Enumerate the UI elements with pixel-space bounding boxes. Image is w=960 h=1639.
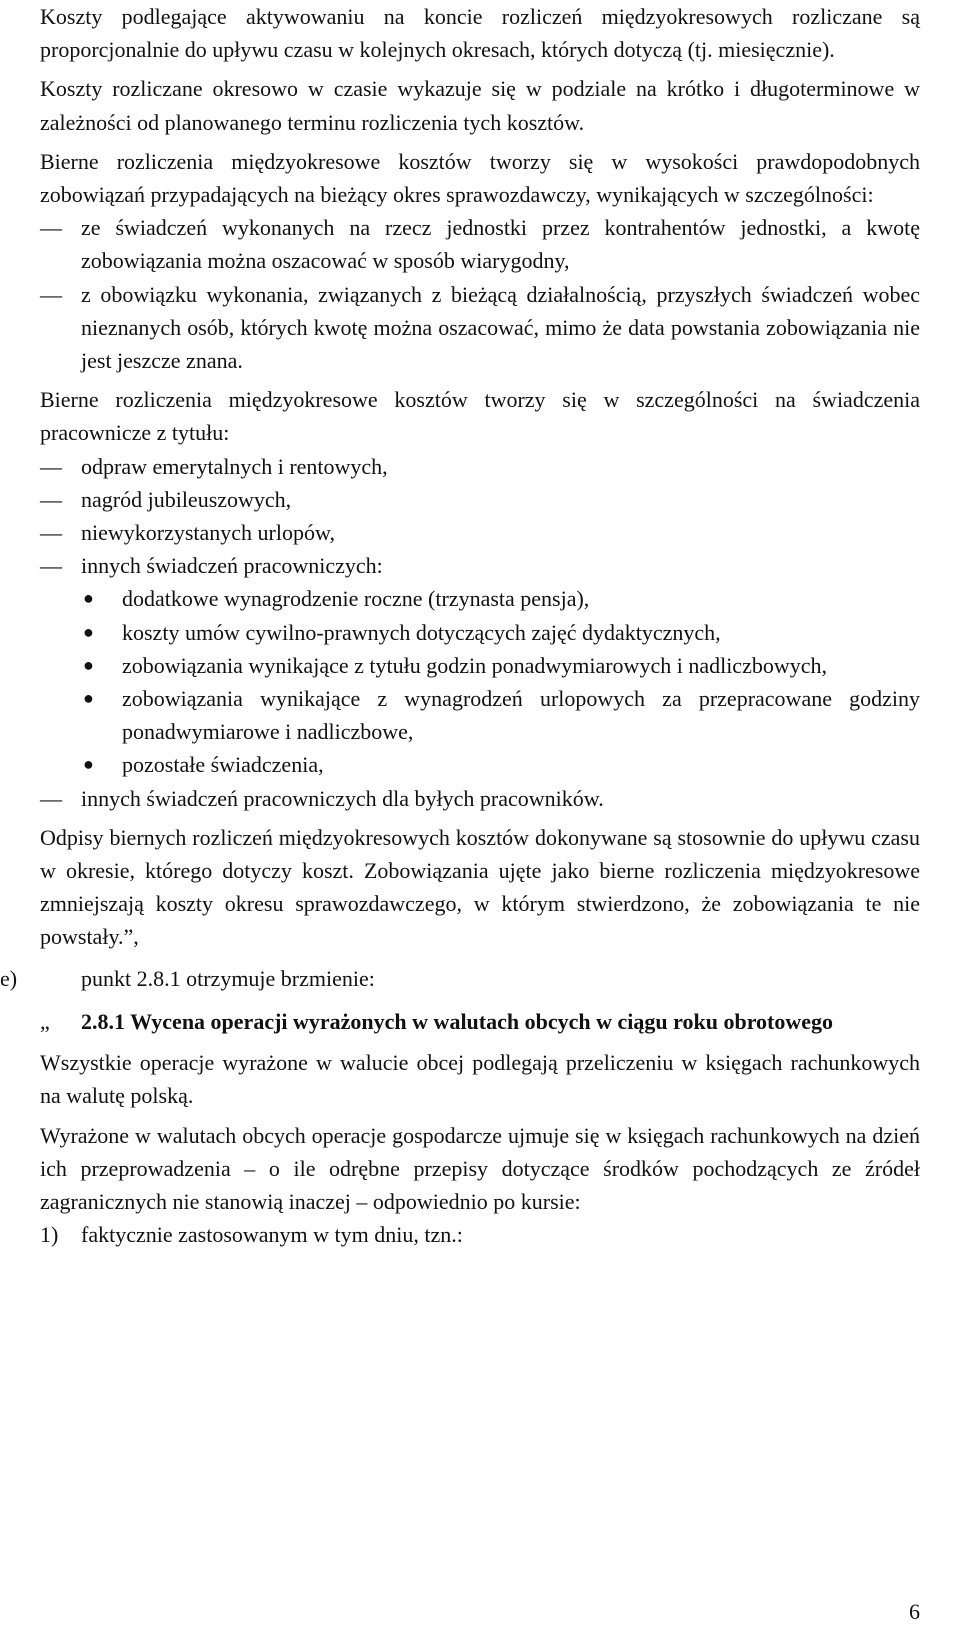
- item-e-marker: e): [0, 965, 18, 991]
- paragraph-3: Bierne rozliczenia międzyokresowe kosztów tworzy się w wysokości prawdopodobnych zobowiązań przypadających na bieżący okres sprawozdawczy, wynikających w szczególności:: [40, 148, 920, 208]
- employee-benefits-list: [40, 450, 920, 815]
- numbered-item-text: faktycznie zastosowanym w tym dniu, tzn.:: [81, 1222, 463, 1248]
- sublist-item-text: zobowiązania wynikające z wynagrodzeń urlopowych za przepracowane godziny ponadwymiarowe i nadliczbowe,: [122, 686, 920, 745]
- list-item-text: nagród jubileuszowych,: [81, 486, 292, 512]
- sublist-item: [81, 682, 920, 748]
- list-item-text: innych świadczeń pracowniczych dla byłych pracowników.: [81, 785, 604, 811]
- sublist-item-text: koszty umów cywilno-prawnych dotyczących zajęć dydaktycznych,: [122, 619, 721, 645]
- paragraph-6: Wszystkie operacje wyrażone w walucie obcej podlegają przeliczeniu w księgach rachunkowych na walutę polską.: [40, 1050, 920, 1109]
- sublist-item-text: dodatkowe wynagrodzenie roczne (trzynasta pensja),: [122, 586, 590, 612]
- dash-marker: —: [40, 520, 62, 546]
- list-item-text: z obowiązku wykonania, związanych z bieżącą działalnością, przyszłych świadczeń wobec nieznanych osób, których kwotę można oszacować, mimo że data powstania zobowiązania nie jest jeszcze znana.: [81, 281, 920, 374]
- list-item: [40, 278, 920, 378]
- dash-marker: —: [40, 785, 62, 811]
- sublist-item-text: zobowiązania wynikające z tytułu godzin ponadwymiarowych i nadliczbowych,: [122, 652, 827, 678]
- page-number: 6: [909, 1599, 920, 1624]
- open-quote-mark: „: [40, 1008, 50, 1034]
- paragraph-2: Koszty rozliczane okresowo w czasie wykazuje się w podziale na krótko i długoterminowe w zależności od planowanego terminu rozliczenia tych kosztów.: [40, 76, 920, 135]
- dash-marker: —: [40, 553, 62, 579]
- section-heading: [40, 1005, 920, 1038]
- dash-marker: —: [40, 486, 62, 512]
- amendment-item-e: [0, 962, 920, 995]
- bullet-marker: ●: [83, 654, 94, 675]
- sublist-item-text: pozostałe świadczenia,: [122, 752, 324, 778]
- number-marker: 1): [40, 1222, 59, 1248]
- sublist-item: [81, 616, 920, 649]
- bullet-marker: ●: [83, 588, 94, 609]
- numbered-item: [40, 1218, 920, 1251]
- bullet-marker: ●: [83, 621, 94, 642]
- sublist-item: [81, 582, 920, 615]
- list-item: [40, 450, 920, 483]
- item-e-text: punkt 2.8.1 otrzymuje brzmienie:: [81, 965, 375, 991]
- list-item-text: ze świadczeń wykonanych na rzecz jednostki przez kontrahentów jednostki, a kwotę zobowiązania można oszacować w sposób wiarygodny,: [81, 215, 920, 274]
- sublist-item: [81, 748, 920, 781]
- bullet-marker: ●: [83, 688, 94, 709]
- other-benefits-sublist: [81, 582, 920, 781]
- list-item: [40, 516, 920, 549]
- list-item: [40, 782, 920, 815]
- list-item-text: innych świadczeń pracowniczych:: [81, 553, 383, 579]
- list-item-text: niewykorzystanych urlopów,: [81, 520, 335, 546]
- list-item: [40, 211, 920, 277]
- dash-marker: —: [40, 215, 62, 241]
- dash-marker: —: [40, 453, 62, 479]
- dash-marker: —: [40, 281, 62, 307]
- paragraph-7: Wyrażone w walutach obcych operacje gospodarcze ujmuje się w księgach rachunkowych na dzień ich przeprowadzenia – o ile odrębne przepisy dotyczące środków pochodzących ze źródeł zagranicznych nie stanowią inaczej – odpowiednio po kursie:: [40, 1122, 920, 1214]
- list-item-text: odpraw emerytalnych i rentowych,: [81, 453, 388, 479]
- sublist-item: [81, 649, 920, 682]
- liabilities-list: [40, 211, 920, 377]
- bullet-marker: ●: [83, 754, 94, 775]
- list-item: [40, 549, 920, 781]
- paragraph-1: Koszty podlegające aktywowaniu na koncie rozliczeń międzyokresowych rozliczane są proporcjonalnie do upływu czasu w kolejnych okresach, których dotyczą (tj. miesięcznie).: [40, 4, 920, 63]
- list-item: [40, 483, 920, 516]
- exchange-rate-list: [40, 1218, 920, 1251]
- paragraph-4: Bierne rozliczenia międzyokresowe kosztów tworzy się w szczególności na świadczenia pracownicze z tytułu:: [40, 387, 920, 446]
- section-heading-text: 2.8.1 Wycena operacji wyrażonych w walutach obcych w ciągu roku obrotowego: [81, 1008, 834, 1034]
- paragraph-5: Odpisy biernych rozliczeń międzyokresowych kosztów dokonywane są stosownie do upływu czasu w okresie, którego dotyczy koszt. Zobowiązania ujęte jako bierne rozliczenia międzyokresowe zmniejszają koszty okresu sprawozdawczego, w którym stwierdzono, że zobowiązania te nie powstały.”,: [40, 824, 920, 950]
